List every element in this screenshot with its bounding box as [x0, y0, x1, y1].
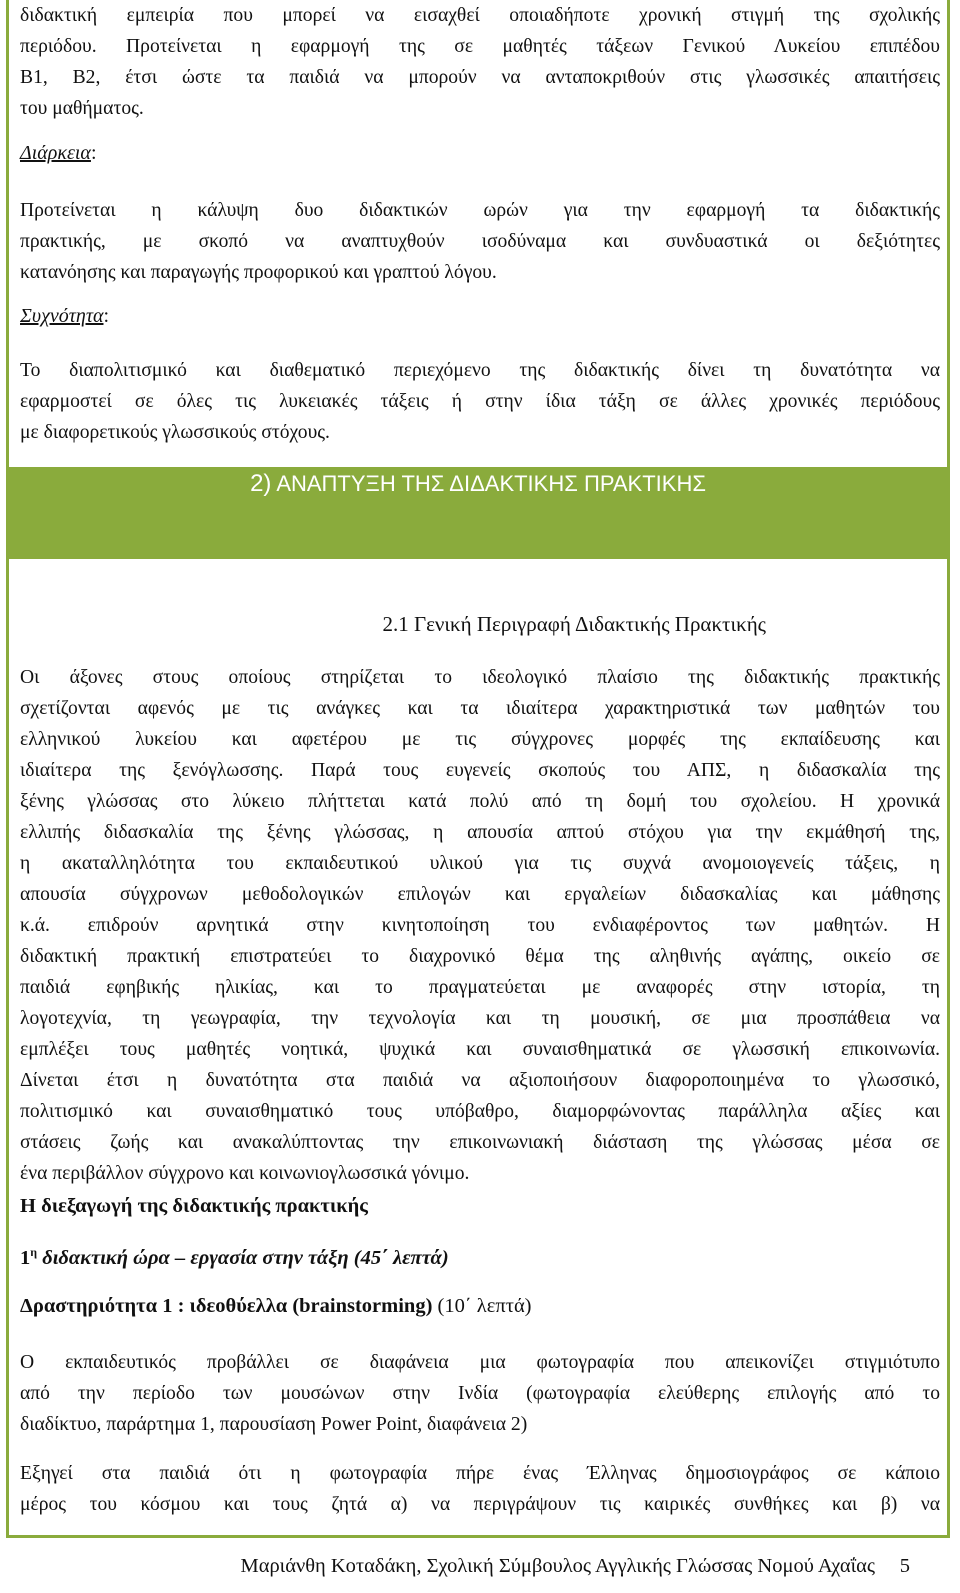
duration-paragraph — [20, 195, 940, 288]
text-line: μέρος του κόσμου και τους ζητά α) να περιγράψουν τις καιρικές συνθήκες και β) να — [20, 1494, 940, 1515]
footer-author: Μαριάνθη Κοταδάκη, Σχολική Σύμβουλος Αγγλικής Γλώσσας Νομού Αχαΐας — [240, 1555, 875, 1577]
text-line: διαδίκτυο, παράρτημα 1, παρουσίαση Power Point, διαφάνεια 2) — [20, 1414, 528, 1435]
text-line: περιόδου. Προτείνεται η εφαρμογή της σε μαθητές τάξεων Γενικού Λυκείου επιπέδου — [20, 36, 940, 57]
activity-paragraph — [20, 1347, 940, 1440]
text-line: η ακαταλληλότητα του εκπαιδευτικού υλικού για τις συχνά ανομοιογενείς τάξεις, η — [20, 853, 940, 874]
text-line: κατανόησης και παραγωγής προφορικού και γραπτού λόγου. — [20, 262, 497, 283]
text-line: στάσεις ζωής και ανακαλύπτοντας την επικοινωνιακή διάσταση της γλώσσας μέσα σε — [20, 1132, 940, 1153]
explain-paragraph — [20, 1458, 940, 1520]
text-line: Οι άξονες στους οποίους στηρίζεται το ιδεολογικό πλαίσιο της διδακτικής πρακτικής — [20, 667, 940, 688]
conduct-heading: Η διεξαγωγή της διδακτικής πρακτικής — [20, 1195, 368, 1217]
text-line: κ.ά. επιδρούν αρνητικά στην κινητοποίηση του ενδιαφέροντος των μαθητών. Η — [20, 915, 940, 936]
text-line: με διαφορετικούς γλωσσικούς στόχους. — [20, 422, 330, 443]
text-line: εμπλέξει τους μαθητές νοητικά, ψυχικά και συναισθηματικά σε γλωσσική επικοινωνία. — [20, 1039, 940, 1060]
text-line: λογοτεχνία, τη γεωγραφία, την τεχνολογία και τη μουσική, σε μια προσπάθεια να — [20, 1008, 940, 1029]
text-line: πολιτισμικό και συναισθηματικό τους υπόβαθρο, διαμορφώνοντας παράλληλα αξίες και — [20, 1101, 940, 1122]
text-line: Δίνεται έτσι η δυνατότητα στα παιδιά να αξιοποιήσουν διαφοροποιημένα το γλωσσικό, — [20, 1070, 940, 1091]
text-line: Ο εκπαιδευτικός προβάλλει σε διαφάνεια μια φωτογραφία που απεικονίζει στιγμιότυπο — [20, 1352, 940, 1373]
text-line: Προτείνεται η κάλυψη δυο διδακτικών ωρών για την εφαρμογή τα διδακτικής — [20, 200, 940, 221]
text-line: διδακτική εμπειρία που μπορεί να εισαχθεί οποιαδήποτε χρονική στιγμή της σχολικής — [20, 5, 940, 26]
lesson-heading: $1^\eta$ διδακτική ώρα – εργασία στην τάξη (45΄ λεπτά) — [20, 1245, 449, 1269]
text-line: ένα περιβάλλον σύγχρονο και κοινωνιογλωσσικά γόνιμο. — [20, 1163, 470, 1184]
text-line: σχετίζονται αφενός με τις ανάγκες και τα ιδιαίτερα χαρακτηριστικά των μαθητών του — [20, 698, 940, 719]
frequency-label: Συχνότητα: — [20, 305, 110, 327]
text-line: ιδιαίτερα της ξενόγλωσσης. Παρά τους ευγενείς σκοπούς του ΑΠΣ, η διδασκαλία της — [20, 760, 940, 781]
page-number: 5 — [899, 1555, 910, 1577]
text-line: απουσία σύγχρονων μεθοδολογικών επιλογών και εργαλείων διδασκαλίας και μάθησης — [20, 884, 940, 905]
text-line: παιδιά εφηβικής ηλικίας, και το πραγματεύεται με αναφορές στην ιστορία, τη — [20, 977, 940, 998]
text-line: ξένης γλώσσας στο λύκειο πλήττεται κατά πολύ από τη δομή του σχολείου. Η χρονικά — [20, 791, 940, 812]
banner-title: 2) ΑΝΑΠΤΥΞΗ ΤΗΣ ΔΙΔΑΚΤΙΚΗΣ ΠΡΑΚΤΙΚΗΣ — [250, 470, 706, 497]
text-line: ελληνικού λυκείου και αφετέρου με τις σύγχρονες μορφές της εκπαίδευσης και — [20, 729, 940, 750]
intro-paragraph — [20, 0, 940, 124]
frequency-paragraph — [20, 355, 940, 448]
text-line: εφαρμοστεί σε όλες τις λυκειακές τάξεις ή στην ίδια τάξη σε άλλες χρονικές περιόδους — [20, 391, 940, 412]
section-banner — [9, 467, 947, 559]
duration-label: Διάρκεια: — [20, 142, 97, 164]
activity-heading: Δραστηριότητα 1 : ιδεοθύελλα (brainstorming) (10΄ λεπτά) — [20, 1295, 532, 1317]
text-line: του μαθήματος. — [20, 98, 144, 119]
text-line: πρακτικής, με σκοπό να αναπτυχθούν ισοδύναμα και συνδυαστικά οι δεξιότητες — [20, 231, 940, 252]
text-line: Β1, Β2, έτσι ώστε τα παιδιά να μπορούν να ανταποκριθούν στις γλωσσικές απαιτήσεις — [20, 67, 940, 88]
text-line: από την περίοδο των μουσώνων στην Ινδία (φωτογραφία ελεύθερης επιλογής από το — [20, 1383, 940, 1404]
text-line: διδακτική πρακτική επιστρατεύει το διαχρονικό θέμα της αληθινής αγάπης, οικείο σε — [20, 946, 940, 967]
section-paragraph — [20, 662, 940, 1189]
text-line: Το διαπολιτισμικό και διαθεματικό περιεχόμενο της διδακτικής δίνει τη δυνατότητα να — [20, 360, 940, 381]
text-line: Εξηγεί στα παιδιά ότι η φωτογραφία πήρε ένας Έλληνας δημοσιογράφος σε κάποιο — [20, 1463, 940, 1484]
text-line: ελλιπής διδασκαλία της ξένης γλώσσας, η απουσία απτού στόχου για την εκμάθησή της, — [20, 822, 940, 843]
